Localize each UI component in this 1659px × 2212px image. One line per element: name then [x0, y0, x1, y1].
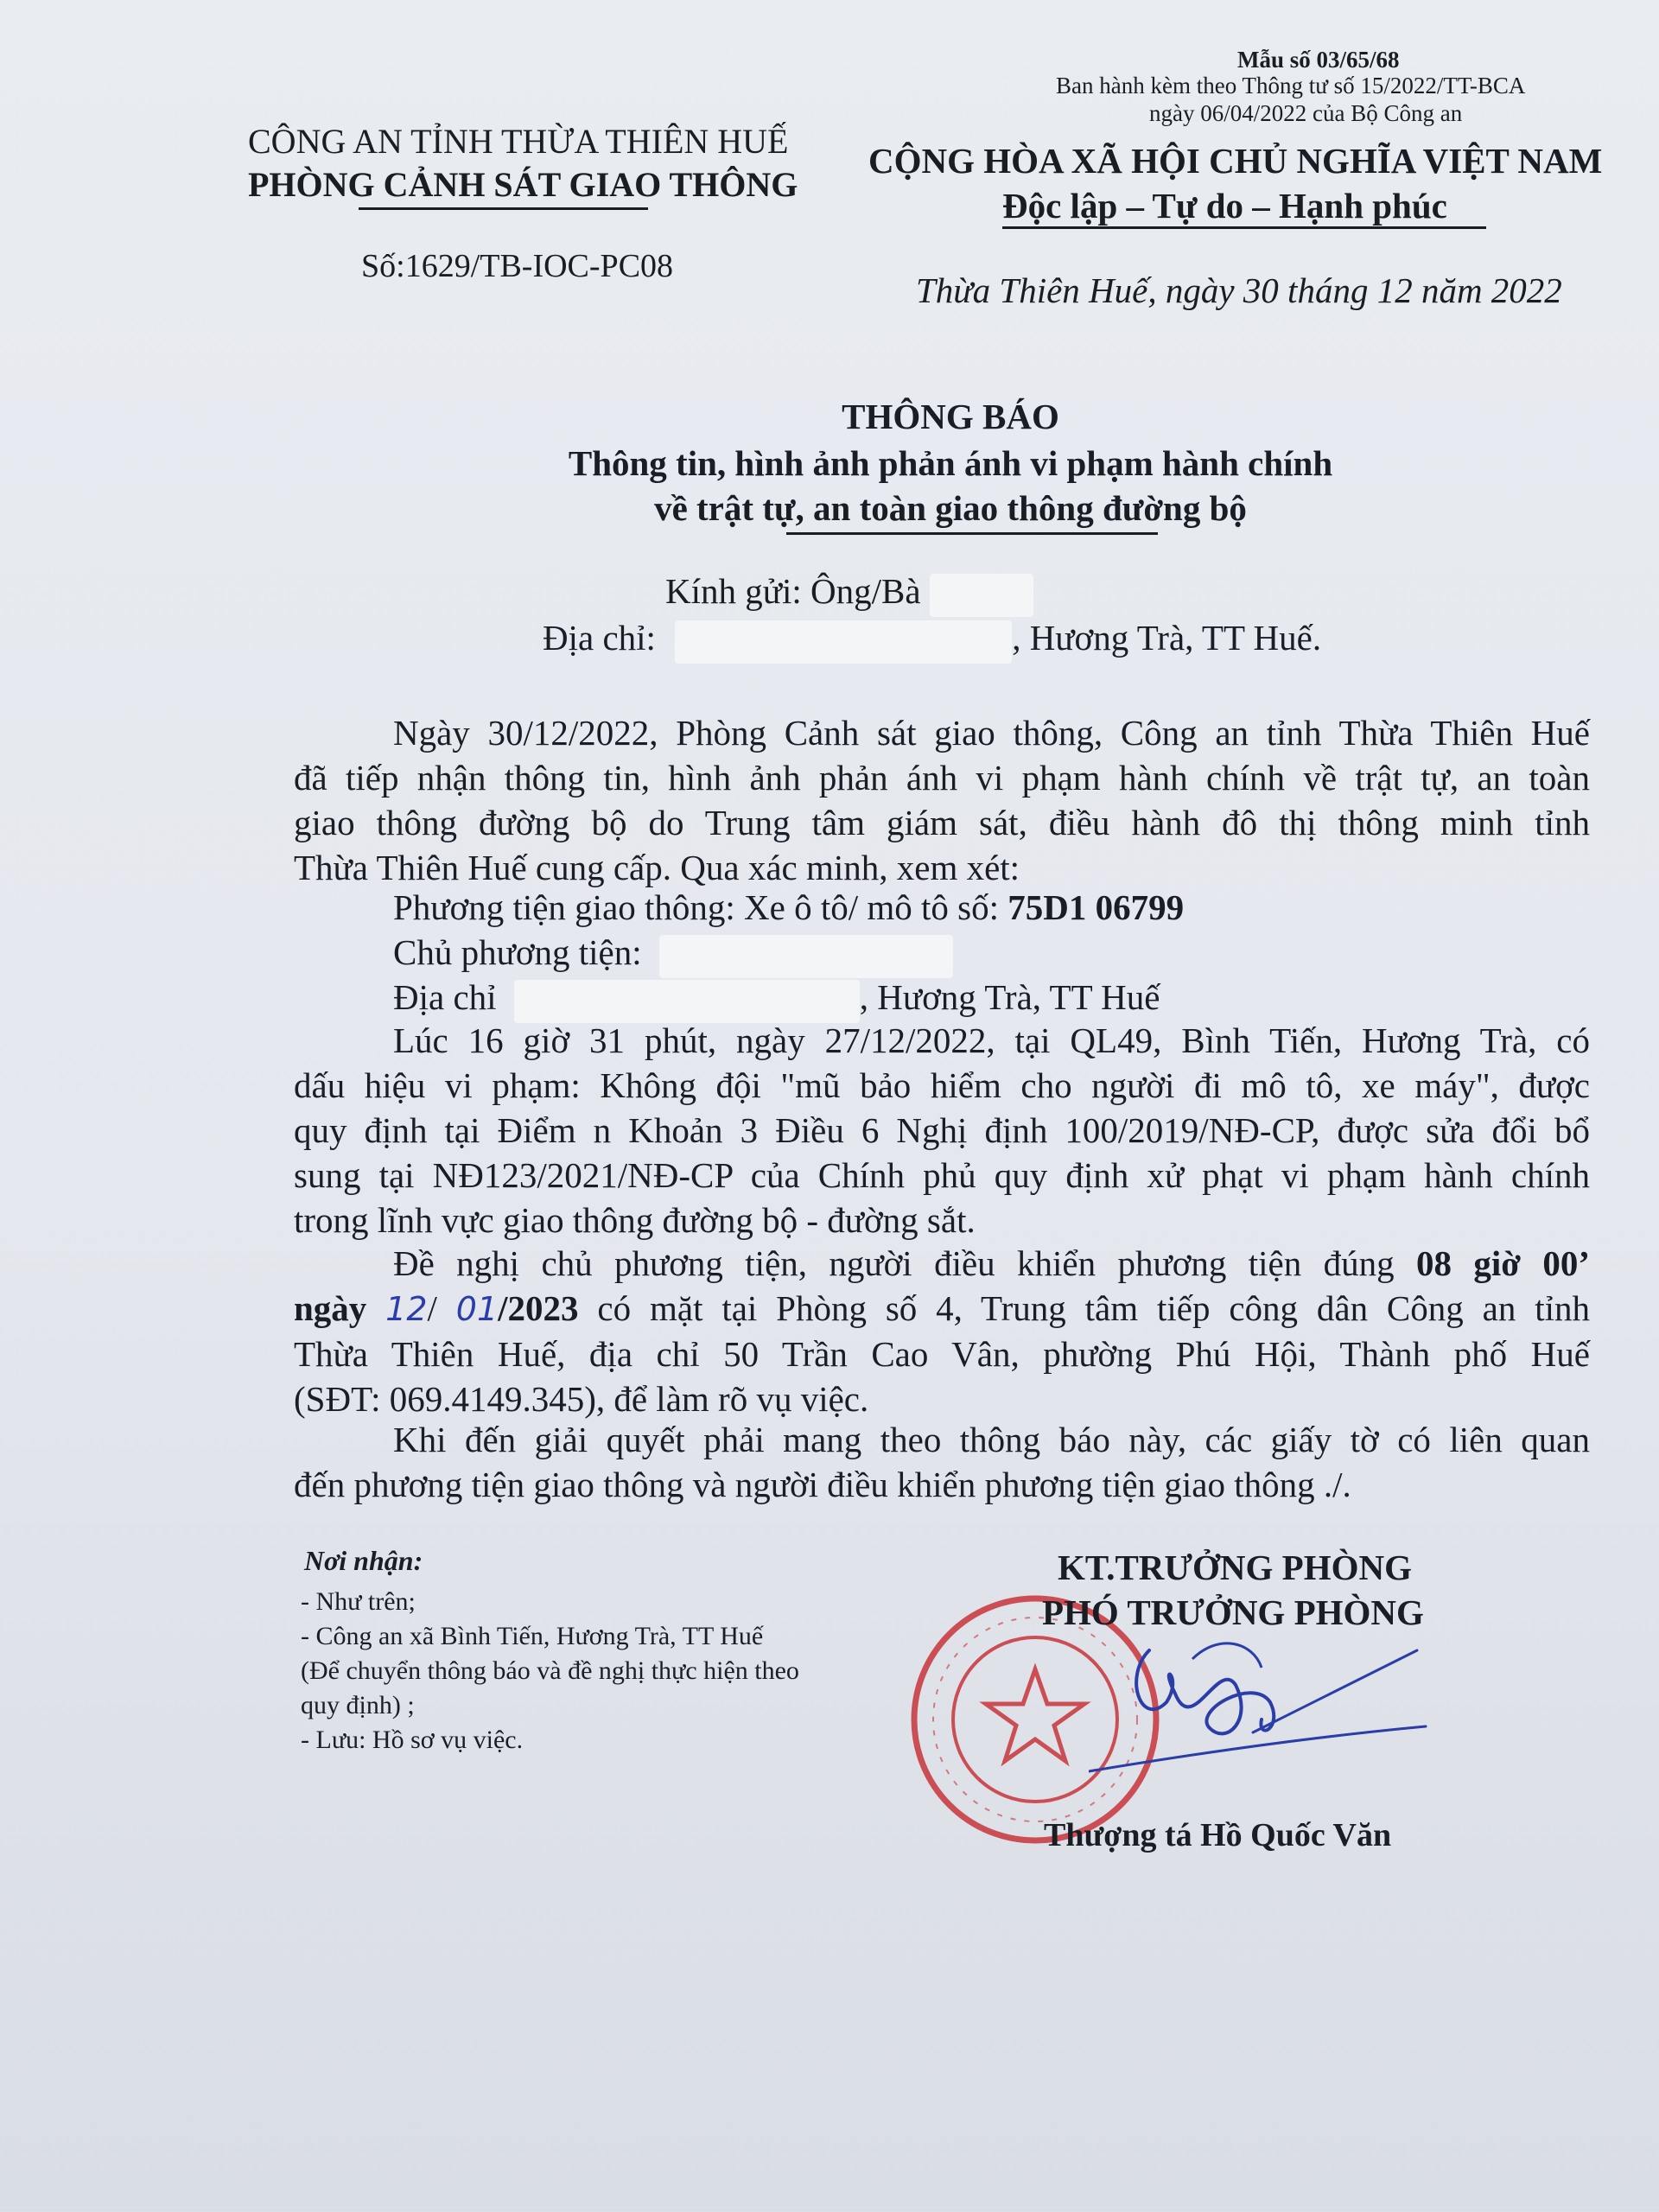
signature-title-1: KT.TRƯỞNG PHÒNG [1058, 1548, 1412, 1587]
p3-line-3: Thừa Thiên Huế, địa chỉ 50 Trần Cao Vân, phường Phú Hội, Thành phố Huế [294, 1334, 1590, 1374]
agency-parent: CÔNG AN TỈNH THỪA THIÊN HUẾ [248, 122, 789, 161]
p3-text: Đề nghị chủ phương tiện, người điều khiển phương tiện đúng [393, 1243, 1416, 1283]
p4-line-2: đến phương tiện giao thông và người điều khiển phương tiện giao thông ./. [294, 1465, 1351, 1504]
redacted-owner [659, 935, 953, 978]
paragraph-1 [294, 710, 1590, 890]
form-issued-date: ngày 06/04/2022 của Bộ Công an [1149, 100, 1463, 126]
redacted-owner-address [514, 980, 860, 1023]
title-underline [786, 532, 1158, 535]
plate-number: 75D1 06799 [1007, 887, 1185, 927]
address-tail: , Hương Trà, TT Huế. [1012, 618, 1322, 658]
recipient-item: - Công an xã Bình Tiến, Hương Trà, TT Huế [301, 1622, 764, 1650]
owner-address-line [393, 976, 1160, 1023]
handwritten-day: 12 [385, 1290, 428, 1328]
address-label: Địa chỉ: [543, 618, 656, 658]
motto-underline [1002, 226, 1486, 229]
p3-line-2: ngày 12/ 01/2023 có mặt tại Phòng số 4, Trung tâm tiếp công dân Công an tỉnh [294, 1288, 1590, 1328]
p1-line: Thừa Thiên Huế cung cấp. Qua xác minh, xem xét: [294, 848, 1020, 887]
vehicle-label: Phương tiện giao thông: Xe ô tô/ mô tô số: [393, 887, 1008, 927]
notice-subtitle-2: về trật tự, an toàn giao thông đường bộ [654, 488, 1247, 528]
place-date: Thừa Thiên Huế, ngày 30 tháng 12 năm 2022 [916, 270, 1562, 310]
paragraph-4 [294, 1417, 1590, 1507]
owner-address-label: Địa chỉ [393, 977, 497, 1017]
form-number: Mẫu số 03/65/68 [1237, 47, 1400, 73]
notice-subtitle-1: Thông tin, hình ảnh phản ánh vi phạm hành chính [568, 443, 1333, 483]
national-title: CỘNG HÒA XÃ HỘI CHỦ NGHĨA VIỆT NAM [868, 141, 1603, 181]
handwritten-month: 01 [455, 1290, 499, 1328]
vehicle-line [393, 887, 1184, 928]
p3-line-1 [294, 1241, 1590, 1286]
appointment-time: 08 giờ 00’ [1416, 1243, 1590, 1283]
p2-line: quy định tại Điểm n Khoản 3 Điều 6 Nghị định 100/2019/NĐ-CP, được sửa đổi bổ [294, 1110, 1590, 1150]
document-number: Số:1629/TB-IOC-PC08 [361, 248, 674, 284]
national-motto: Độc lập – Tự do – Hạnh phúc [1002, 186, 1447, 226]
recipient-address [543, 617, 1321, 664]
p4-line-1: Khi đến giải quyết phải mang theo thông báo này, các giấy tờ có liên quan [393, 1420, 1590, 1459]
recipients-title: Nơi nhận: [304, 1545, 423, 1576]
recipient-item: - Lưu: Hồ sơ vụ việc. [301, 1726, 524, 1754]
appointment-day-label: ngày [294, 1288, 386, 1328]
p2-line: trong lĩnh vực giao thông đường bộ - đường sắt. [294, 1200, 976, 1240]
agency-underline [359, 207, 648, 210]
recipient-item: - Như trên; [301, 1587, 416, 1616]
owner-line [393, 931, 953, 978]
p1-line: giao thông đường bộ do Trung tâm giám sát, điều hành đô thị thông minh tỉnh [294, 803, 1590, 842]
p2-line: sung tại NĐ123/2021/NĐ-CP của Chính phủ quy định xử phạt vi phạm hành chính [294, 1155, 1590, 1195]
greeting-label: Kính gửi: Ông/Bà [665, 571, 921, 611]
p2-line: Lúc 16 giờ 31 phút, ngày 27/12/2022, tại QL49, Bình Tiến, Hương Trà, có [393, 1020, 1590, 1060]
notice-title: THÔNG BÁO [842, 397, 1059, 436]
p1-line: đã tiếp nhận thông tin, hình ảnh phản ánh vi phạm hành chính về trật tự, an toàn [294, 758, 1590, 798]
signer-name: Thượng tá Hồ Quốc Văn [1044, 1817, 1392, 1853]
p3-text: có mặt tại Phòng số 4, Trung tâm tiếp công dân Công an tỉnh [578, 1288, 1590, 1328]
redacted-name [930, 574, 1033, 617]
p2-line: dấu hiệu vi phạm: Không đội "mũ bảo hiểm cho người đi mô tô, xe máy", được [294, 1065, 1590, 1105]
form-issued-with: Ban hành kèm theo Thông tư số 15/2022/TT-BCA [1056, 73, 1526, 99]
p3-line-4: (SĐT: 069.4149.345), để làm rõ vụ việc. [294, 1379, 869, 1419]
owner-label: Chủ phương tiện: [393, 932, 642, 972]
paragraph-2 [294, 1018, 1590, 1243]
redacted-address [675, 620, 1012, 664]
signature-title-2: PHÓ TRƯỞNG PHÒNG [1042, 1592, 1424, 1632]
agency-name: PHÒNG CẢNH SÁT GIAO THÔNG [248, 165, 798, 204]
greeting [665, 570, 1033, 617]
p1-line: Ngày 30/12/2022, Phòng Cảnh sát giao thông, Công an tỉnh Thừa Thiên Huế [393, 713, 1590, 753]
recipient-item: quy định) ; [301, 1691, 415, 1719]
owner-address-tail: , Hương Trà, TT Huế [859, 977, 1160, 1017]
appointment-year: /2023 [498, 1288, 579, 1328]
recipient-item: (Để chuyển thông báo và đề nghị thực hiện theo [301, 1656, 799, 1685]
recipients-list [301, 1585, 799, 1758]
handwritten-signature [1089, 1624, 1434, 1789]
paragraph-3 [294, 1241, 1590, 1421]
